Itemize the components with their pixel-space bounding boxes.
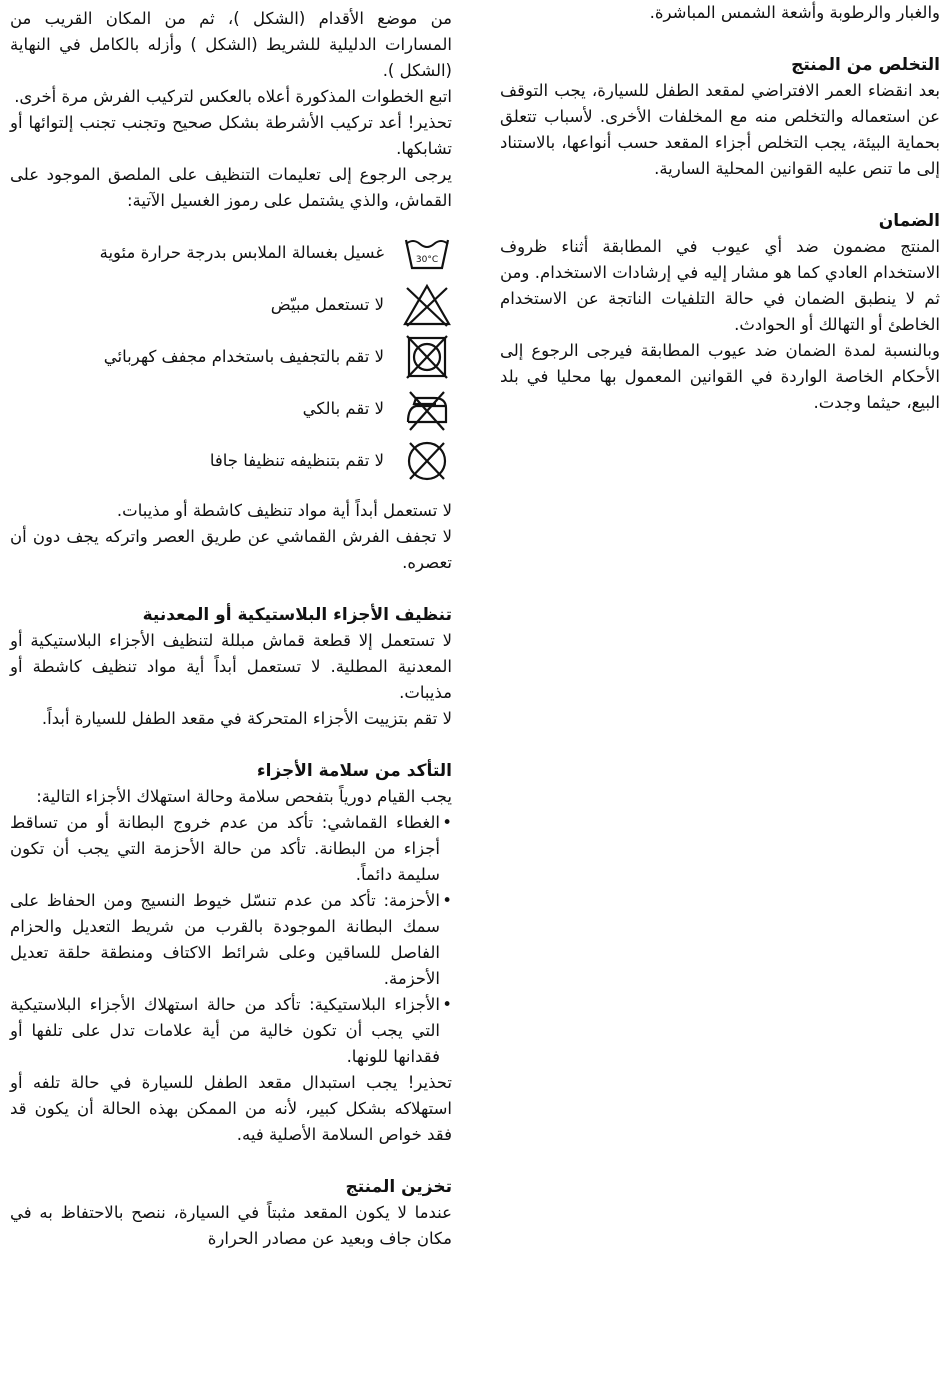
storage-heading: تخزين المنتج (345, 1177, 452, 1197)
intro-tail: والغبار والرطوبة وأشعة الشمس المباشرة. (649, 3, 940, 22)
no-iron-icon (402, 386, 452, 432)
care-label-tumble: لا تقم بالتجفيف باستخدام مجفف كهربائي (103, 347, 384, 366)
plastic-body-2: لا تقم بتزييت الأجزاء المتحركة في مقعد الطفل للسيارة أبداً. (41, 709, 452, 728)
no-spin-text: لا تجفف الفرش القماشي عن طريق العصر واتركه يجف دون أن تعصره. (10, 527, 452, 572)
care-item-bleach (10, 280, 452, 330)
integrity-intro: يجب القيام دورياً بتفحص سلامة وحالة استهلاك الأجزاء التالية: (36, 787, 452, 806)
plastic-heading: تنظيف الأجزاء البلاستيكية أو المعدنية (142, 605, 452, 625)
no-bleach-icon (402, 282, 452, 328)
integrity-list (10, 810, 452, 1070)
removal-text-1: من موضع الأقدام (الشكل )، ثم من المكان القريب من المسارات الدليلية للشريط (الشكل ) وأزله بالكامل في النهاية (الشكل ). (10, 9, 452, 80)
no-tumble-dry-icon (402, 334, 452, 380)
warranty-heading: الضمان (878, 211, 940, 231)
right-column (500, 0, 940, 416)
no-dry-clean-icon (402, 438, 452, 484)
integrity-warning: تحذير! يجب استبدال مقعد الطفل للسيارة في حالة تلفه أو استهلاكه بشكل كبير، لأنه من الممكن بهذه الحالة أن يكون قد فقد خواص السلامة الأصلية فيه. (10, 1073, 452, 1144)
belt-warning: تحذير! أعد تركيب الأشرطة بشكل صحيح وتجنب تجنب إلتوائها أو تشابكها. (10, 113, 452, 158)
integrity-heading: التأكد من سلامة الأجزاء (256, 761, 452, 781)
list-item: • الغطاء القماشي: تأكد من عدم خروج البطانة أو من تساقط أجزاء من البطانة. تأكد من حالة الأحزمة التي يجب أن تكون سليمة دائماً. (10, 810, 452, 888)
care-label-bleach: لا تستعمل مبيّض (270, 295, 384, 314)
care-label-iron: لا تقم بالكي (302, 399, 384, 418)
care-item-dryclean (10, 436, 452, 486)
care-label-wash: غسيل بغسالة الملابس بدرجة حرارة مئوية (99, 243, 384, 262)
disposal-body: بعد انقضاء العمر الافتراضي لمقعد الطفل للسيارة، يجب التوقف عن استعماله والتخلص منه مع المخلفات الأخرى. لأسباب تتعلق بحماية البيئة، يجب التخلص أجزاء المقعد حسب أنواعها، بالاستناد إلى ما تنص عليه القوانين المحلية السارية. (500, 81, 940, 178)
list-item: • الأحزمة: تأكد من عدم تنسّل خيوط النسيج ومن الحفاظ على سمك البطانة الموجودة بالقرب من شريط التعديل والحزام الفاصل للساقين وعلى شرائط الاكتاف ومنطقة حلقة تعديل الأحزمة. (10, 888, 452, 992)
storage-body: عندما لا يكون المقعد مثبتاً في السيارة، ننصح بالاحتفاظ به في مكان جاف وبعيد عن مصادر الحرارة (10, 1203, 452, 1248)
label-note: يرجى الرجوع إلى تعليمات التنظيف على الملصق الموجود على القماش، والذي يشتمل على رموز الغسيل الآتية: (10, 165, 452, 210)
care-item-iron (10, 384, 452, 434)
care-label-dryclean: لا تقم بتنظيفه تنظيفا جافا (209, 451, 384, 470)
wash-30-icon (402, 230, 452, 276)
list-item: • الأجزاء البلاستيكية: تأكد من حالة استهلاك الأجزاء البلاستيكية التي يجب أن تكون خالية من أية علامات تدل على تلفها أو فقدانها للونها. (10, 992, 452, 1070)
care-symbols-list (10, 228, 452, 486)
left-column (10, 6, 452, 1252)
svg-text:30°C: 30°C (415, 255, 439, 265)
removal-text-2: اتبع الخطوات المذكورة أعلاه بالعكس لتركيب الفرش مرة أخرى. (14, 87, 452, 106)
disposal-heading: التخلص من المنتج (791, 55, 940, 75)
no-abrasives-text: لا تستعمل أبداً أية مواد تنظيف كاشطة أو مذيبات. (116, 501, 452, 520)
care-item-tumble (10, 332, 452, 382)
warranty-body-1: المنتج مضمون ضد أي عيوب في المطابقة أثناء ظروف الاستخدام العادي كما هو مشار إليه في إرشادات الاستخدام. ومن ثم لا ينطبق الضمان في حالة التلفيات الناتجة عن الاستخدام الخاطئ أو التهالك أو الحوادث. (500, 237, 940, 334)
plastic-body-1: لا تستعمل إلا قطعة قماش مبللة لتنظيف الأجزاء البلاستيكية أو المعدنية المطلية. لا تستعمل أبداً أية مواد تنظيف كاشطة أو مذيبات. (10, 631, 452, 702)
warranty-body-2: وبالنسبة لمدة الضمان ضد عيوب المطابقة فيرجى الرجوع إلى الأحكام الخاصة الواردة في القوانين المعمول بها محليا في بلد البيع، حيثما وجدت. (500, 341, 940, 412)
care-item-wash (10, 228, 452, 278)
